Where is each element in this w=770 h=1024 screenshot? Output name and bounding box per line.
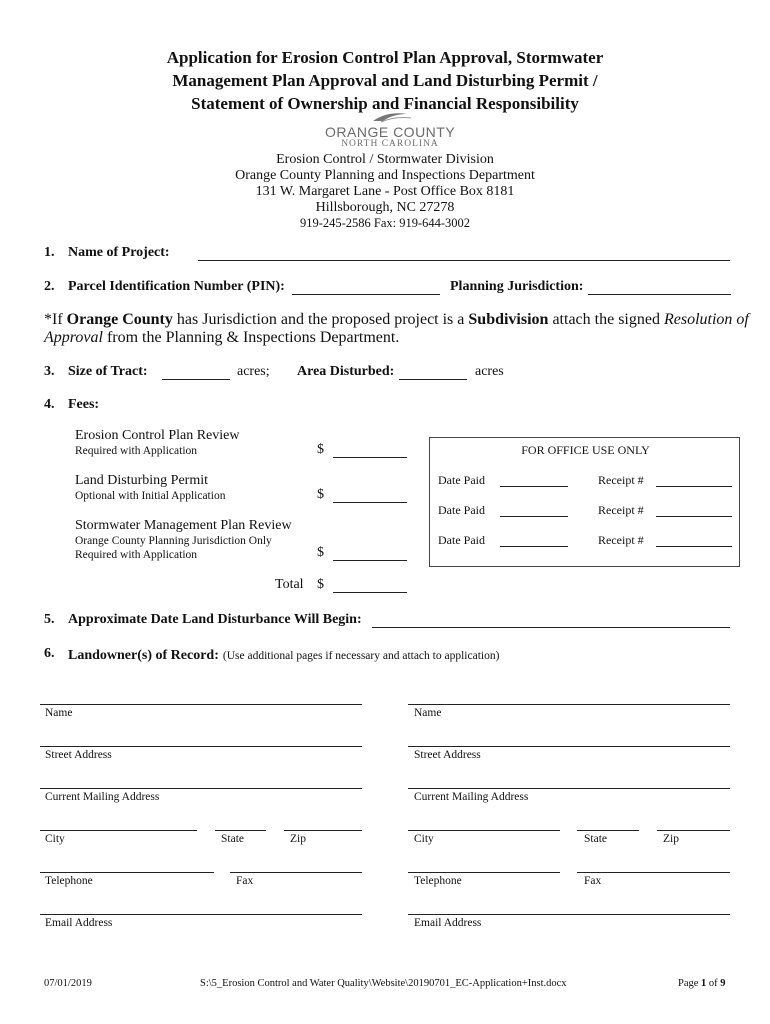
q4-number: 4.: [44, 397, 55, 412]
phone-fax: 919-245-2586 Fax: 919-644-3002: [299, 216, 471, 230]
office-receipt-label-2: Receipt #: [598, 503, 644, 517]
owner2-fax-field[interactable]: [577, 872, 730, 873]
owner2-fax-label: Fax: [584, 875, 602, 887]
title-line-2: Management Plan Approval and Land Disturbing Permit /: [172, 71, 598, 90]
owner1-fax-label: Fax: [236, 875, 254, 887]
owner2-mailing-label: Current Mailing Address: [414, 791, 529, 803]
footer-file-path: S:\5_Erosion Control and Water Quality\Website\20190701_EC-Application+Inst.docx: [200, 978, 567, 989]
street-address: 131 W. Margaret Lane - Post Office Box 8181: [255, 184, 515, 199]
fee-total-dollar: $: [317, 577, 324, 592]
owner2-state-field[interactable]: [577, 830, 639, 831]
city-state-zip: Hillsborough, NC 27278: [315, 200, 455, 215]
office-receipt-label-3: Receipt #: [598, 533, 644, 547]
fee-land-disturbing-title: Land Disturbing Permit: [75, 473, 208, 488]
logo-sub: NORTH CAROLINA: [341, 139, 439, 149]
fee-erosion-sub: Required with Application: [75, 445, 198, 457]
office-date-paid-field-1[interactable]: [500, 486, 568, 487]
fee-land-disturbing-sub: Optional with Initial Application: [75, 490, 226, 502]
owner1-street-label: Street Address: [45, 749, 112, 761]
fee-stormwater-field[interactable]: [333, 560, 407, 561]
owner1-email-field[interactable]: [40, 914, 362, 915]
q1-number: 1.: [44, 245, 55, 260]
owner1-zip-field[interactable]: [284, 830, 362, 831]
owner2-state-label: State: [584, 833, 607, 845]
owner1-name-field[interactable]: [40, 704, 362, 705]
office-date-paid-label-1: Date Paid: [438, 473, 485, 487]
owner1-mailing-label: Current Mailing Address: [45, 791, 160, 803]
project-name-field[interactable]: [198, 260, 730, 261]
office-use-heading: FOR OFFICE USE ONLY: [521, 443, 650, 457]
project-name-label: Name of Project:: [68, 245, 170, 260]
orange-county-logo: [325, 110, 455, 150]
tract-size-label: Size of Tract:: [68, 364, 148, 379]
fee-total-label: Total: [275, 577, 304, 592]
area-disturbed-label: Area Disturbed:: [297, 364, 395, 379]
office-receipt-field-3[interactable]: [656, 546, 732, 547]
division-name: Erosion Control / Stormwater Division: [276, 152, 494, 167]
office-date-paid-field-3[interactable]: [500, 546, 568, 547]
subdivision-note-line-1: *If Orange County has Jurisdiction and the proposed project is a Subdivision attach the signed Resolution of: [44, 311, 749, 328]
fee-stormwater-dollar: $: [317, 545, 324, 560]
owner1-state-label: State: [221, 833, 244, 845]
owner2-name-field[interactable]: [408, 704, 730, 705]
tract-size-field[interactable]: [162, 379, 230, 380]
office-receipt-field-1[interactable]: [656, 486, 732, 487]
owner1-fax-field[interactable]: [230, 872, 362, 873]
owner1-name-label: Name: [45, 707, 73, 719]
fee-erosion-field[interactable]: [333, 457, 407, 458]
owner1-email-label: Email Address: [45, 917, 113, 929]
fee-stormwater-title: Stormwater Management Plan Review: [75, 518, 292, 533]
land-disturbance-date-field[interactable]: [372, 627, 730, 628]
owner1-street-field[interactable]: [40, 746, 362, 747]
q3-number: 3.: [44, 364, 55, 379]
footer-date: 07/01/2019: [44, 978, 92, 989]
owner2-zip-field[interactable]: [657, 830, 730, 831]
owner1-telephone-label: Telephone: [45, 875, 93, 887]
owner2-email-label: Email Address: [414, 917, 482, 929]
owner2-email-field[interactable]: [408, 914, 730, 915]
owner2-street-label: Street Address: [414, 749, 481, 761]
fee-total-field[interactable]: [333, 592, 407, 593]
owner1-zip-label: Zip: [290, 833, 306, 845]
area-disturbed-field[interactable]: [399, 379, 467, 380]
office-date-paid-field-2[interactable]: [500, 516, 568, 517]
owner1-telephone-field[interactable]: [40, 872, 214, 873]
land-disturbance-date-label: Approximate Date Land Disturbance Will Begin:: [68, 612, 362, 627]
pin-field[interactable]: [292, 294, 440, 295]
pin-label: Parcel Identification Number (PIN):: [68, 279, 285, 294]
fees-label: Fees:: [68, 397, 100, 412]
office-receipt-label-1: Receipt #: [598, 473, 644, 487]
office-receipt-field-2[interactable]: [656, 516, 732, 517]
fee-land-disturbing-dollar: $: [317, 487, 324, 502]
footer-page-number: Page 1 of 9: [678, 978, 726, 989]
fee-stormwater-sub-2: Required with Application: [75, 549, 198, 561]
fee-stormwater-sub-1: Orange County Planning Jurisdiction Only: [75, 535, 272, 547]
logo-swoosh-icon: [325, 110, 455, 124]
planning-jurisdiction-field[interactable]: [588, 294, 731, 295]
owner1-state-field[interactable]: [215, 830, 266, 831]
planning-jurisdiction-label: Planning Jurisdiction:: [450, 279, 584, 294]
logo-name: ORANGE COUNTY: [325, 124, 456, 140]
tract-size-unit: acres;: [237, 364, 270, 379]
subdivision-note-line-2: Approval from the Planning & Inspections Department.: [44, 329, 400, 346]
owner1-city-field[interactable]: [40, 830, 197, 831]
owner1-city-label: City: [45, 833, 65, 845]
office-use-box: [429, 437, 740, 567]
owner2-city-field[interactable]: [408, 830, 560, 831]
owner2-mailing-field[interactable]: [408, 788, 730, 789]
landowner-heading: Landowner(s) of Record: (Use additional pages if necessary and attach to application): [68, 648, 500, 663]
owner1-mailing-field[interactable]: [40, 788, 362, 789]
owner2-street-field[interactable]: [408, 746, 730, 747]
owner2-zip-label: Zip: [663, 833, 679, 845]
area-disturbed-unit: acres: [475, 364, 504, 379]
fee-erosion-title: Erosion Control Plan Review: [75, 428, 240, 443]
fee-erosion-dollar: $: [317, 442, 324, 457]
office-date-paid-label-2: Date Paid: [438, 503, 485, 517]
title-line-3: Statement of Ownership and Financial Responsibility: [191, 94, 579, 113]
title-line-1: Application for Erosion Control Plan Approval, Stormwater: [166, 48, 604, 67]
fee-land-disturbing-field[interactable]: [333, 502, 407, 503]
owner2-telephone-label: Telephone: [414, 875, 462, 887]
q6-number: 6.: [44, 646, 55, 661]
owner2-telephone-field[interactable]: [408, 872, 560, 873]
q2-number: 2.: [44, 279, 55, 294]
owner2-name-label: Name: [414, 707, 442, 719]
department-name: Orange County Planning and Inspections Department: [235, 168, 535, 183]
owner2-city-label: City: [414, 833, 434, 845]
q5-number: 5.: [44, 612, 55, 627]
office-date-paid-label-3: Date Paid: [438, 533, 485, 547]
